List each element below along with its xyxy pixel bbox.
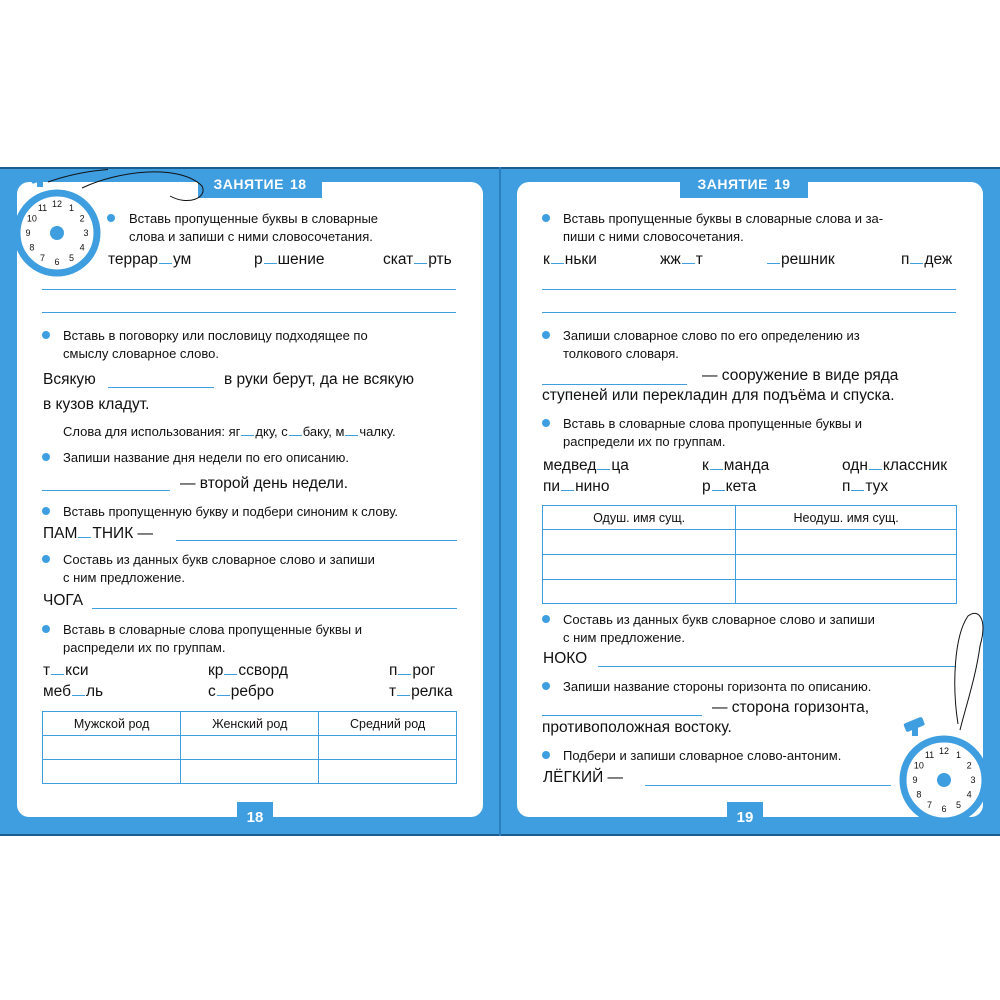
table-cell[interactable] [43, 760, 181, 784]
letter-gap[interactable] [289, 422, 302, 436]
task-text: распредели их по группам. [63, 640, 226, 655]
word-with-gap: одн классник [842, 457, 948, 474]
task-text: с ним предложение. [563, 630, 685, 645]
answer-line[interactable] [42, 490, 170, 491]
clock-numeral: 3 [83, 228, 89, 238]
answer-line[interactable] [42, 289, 456, 290]
book-spine [499, 167, 501, 836]
task-bullet [542, 751, 550, 759]
word-with-gap: т кси [43, 662, 89, 679]
letter-gap[interactable] [551, 250, 564, 264]
task-bullet [542, 682, 550, 690]
stopwatch-icon [892, 716, 996, 832]
answer-line[interactable] [92, 608, 457, 609]
clock-numeral: 5 [68, 253, 75, 264]
answer-suffix: — второй день недели. [180, 475, 349, 492]
letter-gap[interactable] [217, 682, 230, 696]
clock-numeral: 7 [39, 253, 46, 264]
lesson-tab-18 [198, 170, 322, 198]
table-cell[interactable] [319, 760, 457, 784]
task-text: Вставь в словарные слова пропущенные буквы и [63, 622, 362, 637]
task-text: распредели их по группам. [563, 434, 726, 449]
table-cell[interactable] [181, 760, 319, 784]
table-header: Женский род [181, 712, 319, 736]
word-with-gap: пи нино [543, 478, 610, 495]
table-header: Мужской род [43, 712, 181, 736]
task-text: Запиши название дня недели по его описанию. [63, 450, 350, 465]
animacy-sort-table [542, 505, 957, 604]
table-cell[interactable] [736, 530, 957, 555]
definition-text: — сооружение в виде ряда [702, 367, 899, 384]
lesson-number: 18 [289, 176, 307, 192]
task-text: Составь из данных букв словарное слово и запиши [563, 612, 875, 627]
clock-numeral: 8 [916, 789, 922, 800]
word-with-gap: с ребро [208, 683, 274, 700]
proverb-text: Всякую [43, 371, 96, 388]
clock-numeral: 3 [970, 775, 976, 785]
task-text: Запиши название стороны горизонта по описанию. [563, 679, 872, 694]
word-with-gap: жж т [660, 251, 703, 268]
task-text: Запиши словарное слово по его определению из [563, 328, 860, 343]
proverb-text: в руки берут, да не всякую [224, 371, 414, 388]
definition-text: ступеней или перекладин для подъёма и спуска. [542, 387, 895, 404]
task-bullet [542, 419, 550, 427]
clock-numeral: 9 [912, 775, 918, 785]
clock-numeral: 9 [25, 228, 31, 238]
word-with-gap: террар ум [108, 251, 192, 268]
table-cell[interactable] [181, 736, 319, 760]
answer-line[interactable] [645, 785, 891, 786]
task-text: Вставь в поговорку или пословицу подходящее по [63, 328, 368, 343]
task-text: смыслу словарное слово. [63, 346, 219, 361]
letters-to-arrange: НОКО [543, 650, 588, 667]
task-bullet [42, 555, 50, 563]
lesson-tab-19 [680, 170, 808, 198]
letter-gap[interactable] [72, 682, 85, 696]
table-header: Средний род [319, 712, 457, 736]
clock-numeral: 4 [966, 789, 972, 800]
antonym-word: ЛЁГКИЙ — [543, 769, 624, 786]
answer-line[interactable] [542, 312, 956, 313]
word-with-gap: ПАМ ТНИК — [43, 525, 154, 542]
clock-numeral: 10 [913, 760, 924, 771]
clock-numeral: 12 [938, 746, 950, 756]
word-with-gap: п тух [842, 478, 889, 495]
clock-numeral: 4 [79, 242, 85, 253]
definition-text: противоположная востоку. [542, 719, 732, 736]
letter-gap[interactable] [224, 661, 237, 675]
letter-gap[interactable] [682, 250, 695, 264]
letter-gap[interactable] [78, 524, 91, 538]
task-bullet [42, 331, 50, 339]
letter-gap[interactable] [910, 250, 923, 264]
table-cell[interactable] [543, 530, 736, 555]
table-cell[interactable] [319, 736, 457, 760]
hint-text: Слова для использования: яг дку, с баку, м чалку. [63, 424, 396, 439]
lesson-number: 19 [773, 176, 791, 192]
answer-line[interactable] [542, 715, 702, 716]
word-with-gap: скат рть [383, 251, 452, 268]
letter-gap[interactable] [264, 250, 277, 264]
task-text: Подбери и запиши словарное слово-антоним. [563, 748, 842, 763]
clock-numeral: 7 [926, 800, 933, 811]
letter-gap[interactable] [398, 661, 411, 675]
lesson-label: ЗАНЯТИЕ [697, 176, 768, 192]
clock-numeral: 11 [924, 749, 935, 760]
table-header: Одуш. имя сущ. [543, 506, 736, 530]
letter-gap[interactable] [712, 477, 725, 491]
task-text: Вставь в словарные слова пропущенные буквы и [563, 416, 862, 431]
task-text: Вставь пропущенную букву и подбери синоним к слову. [63, 504, 399, 519]
task-text: Вставь пропущенные буквы в словарные слова и за- [563, 211, 884, 226]
task-text: Вставь пропущенные буквы в словарные [129, 211, 379, 226]
word-with-gap: к ньки [543, 251, 597, 268]
clock-numeral: 12 [51, 199, 63, 209]
task-text: толкового словаря. [563, 346, 679, 361]
task-text: слова и запиши с ними словосочетания. [129, 229, 373, 244]
letter-gap[interactable] [597, 456, 610, 470]
letter-gap[interactable] [767, 250, 780, 264]
word-with-gap: р кета [702, 478, 757, 495]
letter-gap[interactable] [159, 250, 172, 264]
page-number: 19 [727, 802, 763, 832]
letter-gap[interactable] [51, 661, 64, 675]
answer-line[interactable] [542, 384, 687, 385]
word-with-gap: п деж [901, 251, 953, 268]
clock-numeral: 1 [955, 749, 962, 760]
clock-numeral: 11 [37, 202, 48, 213]
letter-gap[interactable] [414, 250, 427, 264]
clock-numeral: 8 [29, 242, 35, 253]
word-with-gap: р шение [254, 251, 325, 268]
task-bullet [542, 331, 550, 339]
word-with-gap: к манда [702, 457, 770, 474]
table-cell[interactable] [43, 736, 181, 760]
letter-gap[interactable] [869, 456, 882, 470]
answer-line[interactable] [598, 666, 956, 667]
page-number: 18 [237, 802, 273, 832]
answer-line[interactable] [108, 387, 214, 388]
word-with-gap: меб ль [43, 683, 104, 700]
clock-numeral: 2 [966, 760, 972, 771]
word-with-gap: кр ссворд [208, 662, 288, 679]
clock-numeral: 6 [941, 804, 947, 814]
table-header: Неодуш. имя сущ. [736, 506, 957, 530]
clock-numeral: 1 [68, 202, 75, 213]
task-bullet [42, 625, 50, 633]
task-bullet [542, 615, 550, 623]
letters-to-arrange: ЧОГА [43, 592, 84, 609]
task-bullet [107, 214, 115, 222]
clock-numeral: 5 [955, 800, 962, 811]
stopwatch-strap [80, 166, 210, 206]
letter-gap[interactable] [397, 682, 410, 696]
proverb-text: в кузов кладут. [43, 396, 150, 413]
lesson-label: ЗАНЯТИЕ [213, 176, 284, 192]
gender-sort-table [42, 711, 457, 784]
table-cell[interactable] [736, 580, 957, 604]
clock-numeral: 10 [26, 213, 37, 224]
letter-gap[interactable] [345, 422, 358, 436]
clock-numeral: 6 [54, 257, 60, 267]
clock-numeral: 2 [79, 213, 85, 224]
word-with-gap: решник [766, 250, 835, 269]
answer-line[interactable] [542, 289, 956, 290]
task-bullet [542, 214, 550, 222]
word-with-gap: т релка [389, 683, 453, 700]
task-text: с ним предложение. [63, 570, 185, 585]
definition-text: — сторона горизонта, [712, 699, 870, 716]
letter-gap[interactable] [241, 422, 254, 436]
letter-gap[interactable] [710, 456, 723, 470]
letter-gap[interactable] [561, 477, 574, 491]
answer-line[interactable] [176, 540, 457, 541]
task-text: пиши с ними словосочетания. [563, 229, 744, 244]
letter-gap[interactable] [851, 477, 864, 491]
task-bullet [42, 453, 50, 461]
answer-line[interactable] [42, 312, 456, 313]
task-bullet [42, 507, 50, 515]
task-text: Составь из данных букв словарное слово и запиши [63, 552, 375, 567]
word-with-gap: медвед ца [543, 457, 629, 474]
table-cell[interactable] [736, 555, 957, 580]
word-with-gap: п рог [389, 662, 436, 679]
table-cell[interactable] [543, 555, 736, 580]
table-cell[interactable] [543, 580, 736, 604]
